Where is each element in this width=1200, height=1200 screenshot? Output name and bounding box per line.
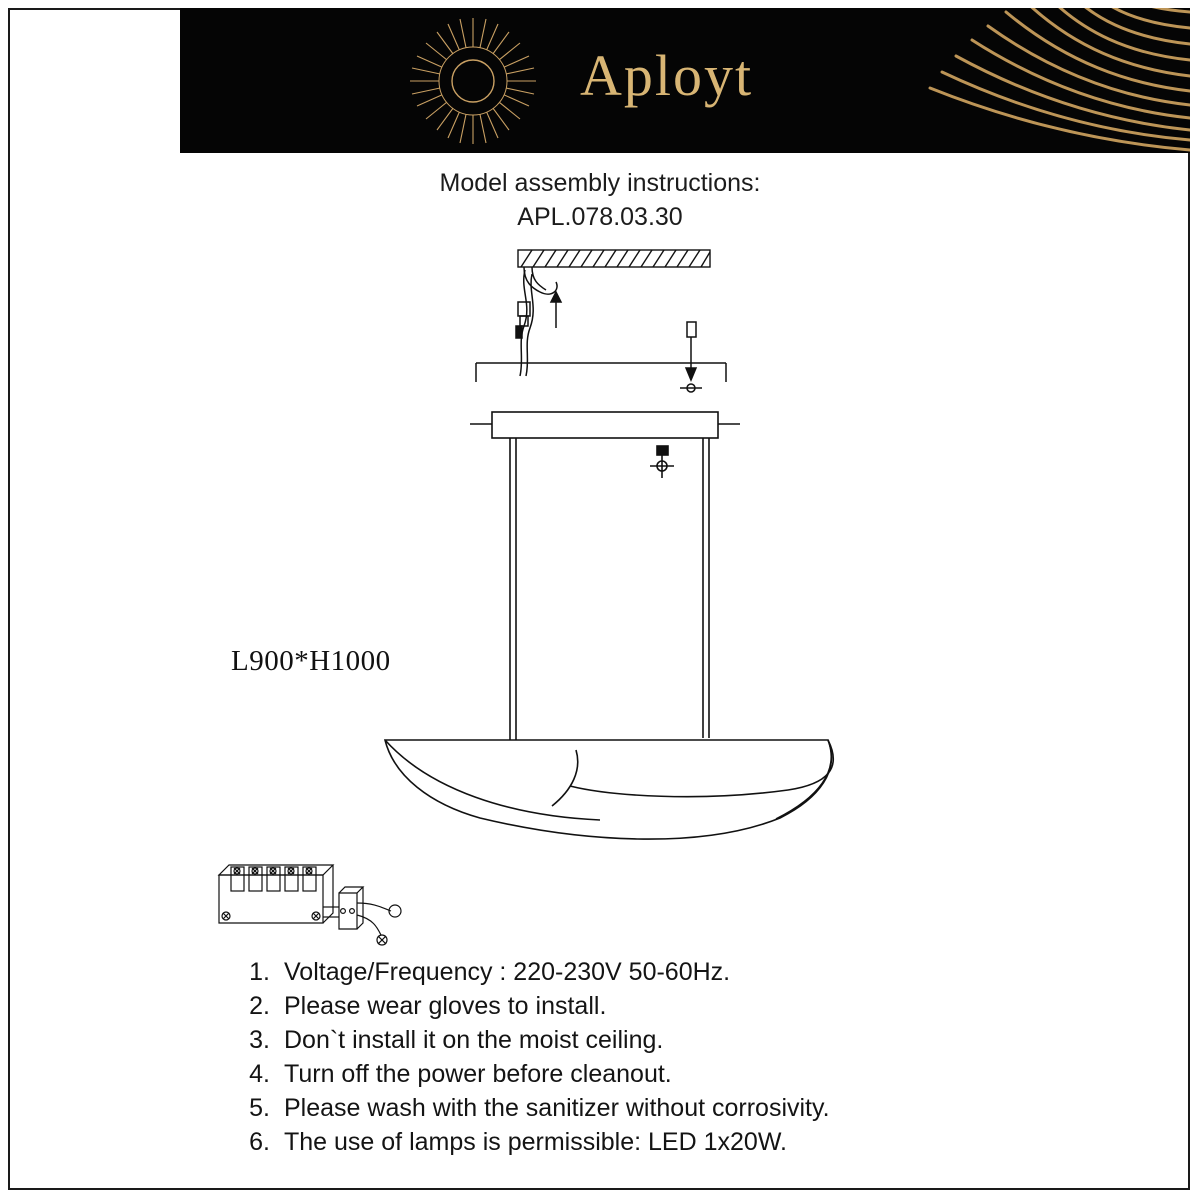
title-line-1: Model assembly instructions: bbox=[439, 169, 761, 197]
assembly-drawing bbox=[180, 230, 1080, 850]
list-item bbox=[232, 1023, 1162, 1057]
list-item bbox=[232, 955, 1162, 989]
note-number: 4. bbox=[249, 1060, 270, 1088]
dimension-label: L900*H1000 bbox=[231, 645, 391, 677]
note-text: Don`t install it on the moist ceiling. bbox=[284, 1026, 664, 1054]
list-item bbox=[232, 1125, 1162, 1159]
note-text: The use of lamps is permissible: LED 1x20W. bbox=[284, 1128, 787, 1156]
list-item bbox=[232, 1091, 1162, 1125]
note-text: Voltage/Frequency : 220-230V 50-60Hz. bbox=[284, 958, 731, 986]
fan-rays-decoration-icon bbox=[870, 8, 1190, 153]
suspension-cable-icon bbox=[516, 267, 561, 376]
note-number: 6. bbox=[249, 1128, 270, 1156]
linear-pendant-lamp-icon bbox=[385, 740, 833, 839]
note-number: 5. bbox=[249, 1094, 270, 1122]
note-number: 1. bbox=[249, 958, 270, 986]
model-code: APL.078.03.30 bbox=[517, 203, 683, 231]
list-item bbox=[232, 989, 1162, 1023]
sunburst-logo-icon bbox=[408, 16, 538, 146]
mounting-bracket-icon bbox=[476, 322, 726, 392]
note-text: Please wash with the sanitizer without corrosivity. bbox=[284, 1094, 830, 1122]
notes-list bbox=[232, 955, 1162, 1159]
note-number: 3. bbox=[249, 1026, 270, 1054]
brand-name: Aployt bbox=[580, 43, 754, 108]
ceiling-canopy-icon bbox=[470, 412, 740, 740]
page-title bbox=[0, 166, 1200, 234]
note-text: Please wear gloves to install. bbox=[284, 992, 607, 1020]
note-number: 2. bbox=[249, 992, 270, 1020]
note-text: Turn off the power before cleanout. bbox=[284, 1060, 672, 1088]
terminal-block-wiring-icon bbox=[205, 845, 435, 955]
hatched-ceiling-icon bbox=[518, 250, 710, 267]
list-item bbox=[232, 1057, 1162, 1091]
brand-banner bbox=[180, 8, 1190, 153]
